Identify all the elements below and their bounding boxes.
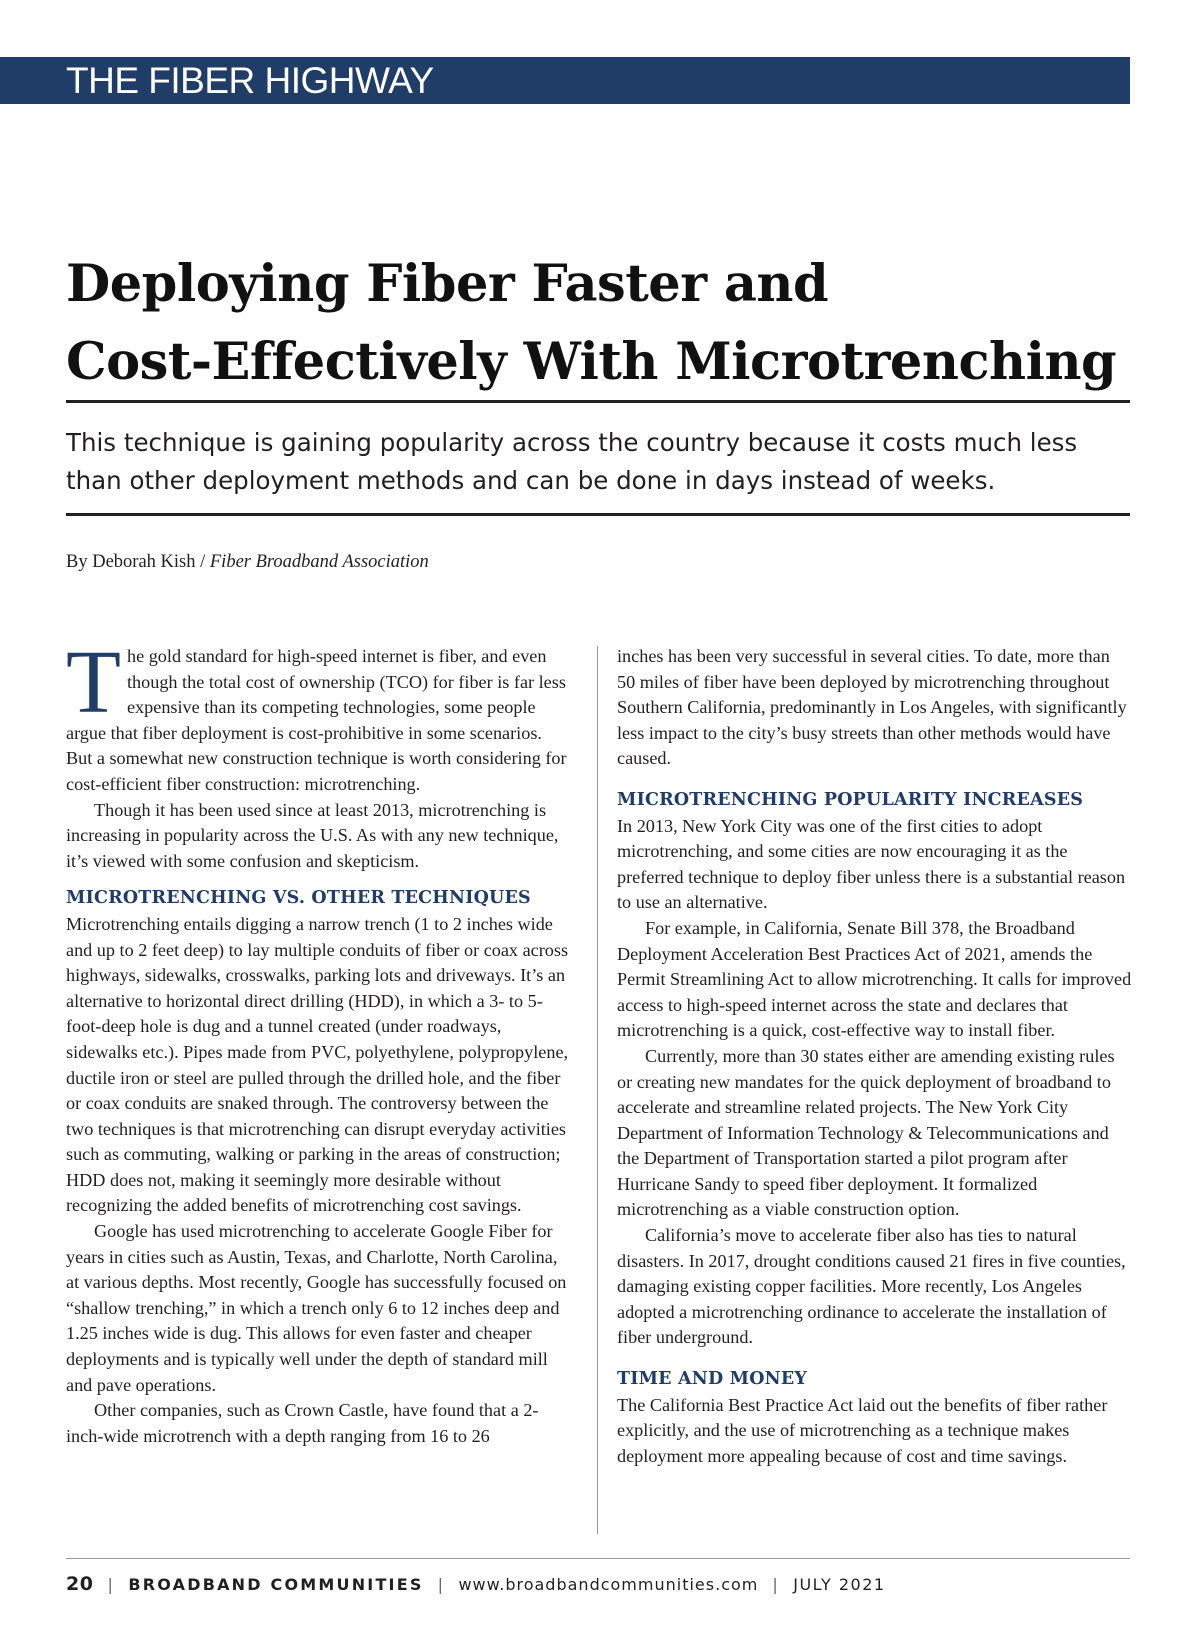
section-banner (0, 57, 1130, 104)
article-title (66, 245, 1146, 401)
drop-cap: T (66, 633, 121, 732)
paragraph: Currently, more than 30 states either are amending existing rules or creating new mandates for the quick deployment of broadband to accelerate and streamline related projects. The New York City Department of Information Technology & Telecommunications and the Department of Transportation started a pilot program after Hurricane Sandy to speed fiber deployment. It formalized microtrenching as a viable construction option. (617, 1045, 1115, 1220)
paragraph-intro-text: he gold standard for high-speed internet is fiber, and even though the total cost of ownership (TCO) for fiber is far less expensive than its competing technologies, some people argue that fiber deployment is cost-prohibitive in some scenarios. But a somewhat new construction technique is worth considering for cost-efficient fiber construction: microtrenching. (66, 646, 567, 794)
page-number: 20 (66, 1573, 94, 1595)
page-footer (66, 1573, 886, 1595)
byline (66, 552, 429, 573)
subtitle-divider (66, 513, 1130, 516)
article-column-left (66, 633, 571, 1449)
title-divider (66, 400, 1130, 403)
paragraph: Other companies, such as Crown Castle, have found that a 2-inch-wide microtrench with a depth ranging from 16 to 26 (66, 1400, 539, 1446)
article-subtitle: This technique is gaining popularity across the country because it costs much less than other deployment methods and can be done in days instead of weeks. (66, 428, 1078, 495)
section-heading-techniques: MICROTRENCHING VS. OTHER TECHNIQUES (66, 888, 531, 909)
title-line-1: Deploying Fiber Faster and (66, 254, 829, 314)
section-label: THE FIBER HIGHWAY (66, 60, 434, 101)
paragraph: inches has been very successful in several cities. To date, more than 50 miles of fiber have been deployed by microtrenching throughout Southern California, predominantly in Los Angeles, with significantly less impact to the city’s busy streets than other methods would have caused. (617, 646, 1127, 769)
paragraph: For example, in California, Senate Bill 378, the Broadband Deployment Acceleration Best Practices Act of 2021, amends the Permit Streamlining Act to allow microtrenching. It calls for improved access to high-speed internet across the state and declares that microtrenching is a quick, cost-effective way to install fiber. (617, 917, 1132, 1041)
column-divider (597, 646, 598, 1534)
byline-author: By Deborah Kish / (66, 552, 206, 572)
byline-organization: Fiber Broadband Association (209, 552, 429, 572)
footer-separator: | (437, 1575, 445, 1594)
paragraph: The California Best Practice Act laid out the benefits of fiber rather explicitly, and the use of microtrenching as a technique makes deployment more appealing because of cost and time savings. (617, 1394, 1108, 1466)
footer-divider (66, 1558, 1130, 1559)
section-heading-popularity: MICROTRENCHING POPULARITY INCREASES (617, 789, 1084, 810)
paragraph-intro (66, 633, 571, 798)
paragraph: In 2013, New York City was one of the first cities to adopt microtrenching, and some cities are now encouraging it as the preferred technique to deploy fiber unless there is a substantial reason to use an alternative. (617, 815, 1126, 913)
paragraph: Google has used microtrenching to accelerate Google Fiber for years in cities such as Austin, Texas, and Charlotte, North Carolina, at various depths. Most recently, Google has successfully focused on “shallow trenching,” in which a trench only 6 to 12 inches deep and 1.25 inches wide is dug. This allows for even faster and cheaper deployments and is typically well under the depth of standard mill and pave operations. (66, 1221, 567, 1395)
publication-url: www.broadbandcommunities.com (458, 1575, 759, 1594)
publication-name: BROADBAND COMMUNITIES (128, 1575, 424, 1594)
paragraph: Microtrenching entails digging a narrow trench (1 to 2 inches wide and up to 2 feet deep) to lay multiple conduits of fiber or coax across highways, sidewalks, crosswalks, parking lots and driveways. It’s an alternative to horizontal direct drilling (HDD), in which a 3- to 5-foot-deep hole is dug and a tunnel created (under roadways, sidewalks etc.). Pipes made from PVC, polyethylene, polypropylene, ductile iron or steel are pulled through the drilled hole, and the fiber or coax conduits are snaked through. The controversy between the two techniques is that microtrenching can disrupt everyday activities such as commuting, walking or parking in the areas of construction; HDD does not, making it seemingly more desirable without recognizing the added benefits of microtrenching cost savings. (66, 913, 569, 1216)
title-line-2: Cost-Effectively With Microtrenching (66, 332, 1117, 392)
paragraph: Though it has been used since at least 2013, microtrenching is increasing in popularity across the U.S. As with any new technique, it’s viewed with some confusion and skepticism. (66, 799, 559, 871)
paragraph: California’s move to accelerate fiber also has ties to natural disasters. In 2017, drought conditions caused 21 fires in five counties, damaging existing copper facilities. More recently, Los Angeles adopted a microtrenching ordinance to accelerate the installation of fiber underground. (617, 1225, 1126, 1348)
section-heading-time-and-money: TIME AND MONEY (617, 1369, 808, 1390)
issue-date: JULY 2021 (793, 1575, 886, 1594)
article-column-right (617, 644, 1132, 1469)
footer-separator: | (107, 1575, 115, 1594)
footer-separator: | (772, 1575, 780, 1594)
